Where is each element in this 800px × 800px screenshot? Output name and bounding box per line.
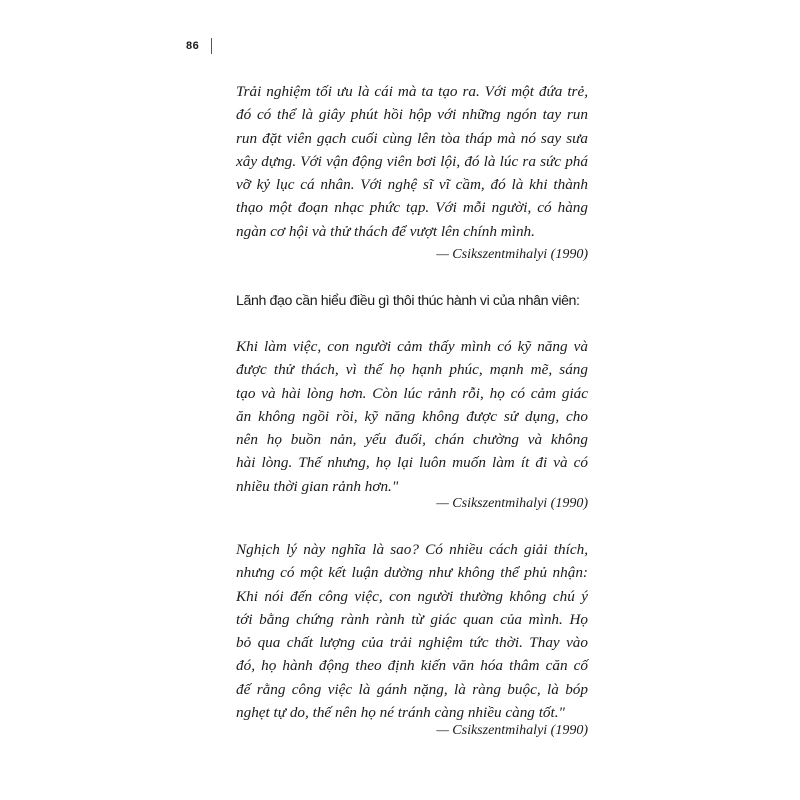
header-divider [211, 38, 212, 54]
quote-line: Trải nghiệm tối ưu là cái mà ta tạo ra. Với một đứa trẻ, [236, 83, 588, 100]
quote-2-attribution: — Csikszentmihalyi (1990) [436, 496, 588, 511]
quote-line: xây dựng. Với vận động viên bơi lội, đó là lúc ra sức phá [236, 152, 588, 170]
quote-line: thạo một đoạn nhạc phức tạp. Với mỗi người, có hàng [236, 199, 588, 217]
quote-2-text [236, 335, 588, 498]
quote-line: tới bằng chứng rành rành từ giác quan của mình. Họ [236, 610, 588, 628]
quote-line: ngàn cơ hội và thử thách để vượt lên chính mình. [236, 222, 535, 240]
lead-paragraph: Lãnh đạo cần hiểu điều gì thôi thúc hành vi của nhân viên: [236, 293, 580, 309]
quote-line: run đặt viên gạch cuối cùng lên tòa tháp mà nó say sưa [236, 129, 588, 147]
quote-line: đó, họ hành động theo định kiến văn hóa thâm căn cố [236, 657, 588, 675]
quote-1-text [236, 80, 588, 243]
quote-3-text [236, 538, 588, 724]
quote-line: nhưng có một kết luận dường như không thể phủ nhận: [236, 564, 588, 582]
quote-block-3 [236, 538, 588, 724]
quote-line: bỏ qua chất lượng của trải nghiệm tức thời. Thay vào [236, 634, 588, 652]
quote-line: tạo và hài lòng hơn. Còn lúc rảnh rỗi, họ có cảm giác [236, 384, 588, 402]
page-number: 86 [186, 40, 200, 52]
quote-line: đó có thể là giây phút hồi hộp với những ngón tay run [236, 106, 588, 124]
quote-line: Khi nói đến công việc, con người thường không chú ý [236, 587, 588, 605]
quote-line: được thử thách, vì thế họ hạnh phúc, mạnh mẽ, sáng [236, 361, 588, 379]
quote-line: nên họ buồn nản, yếu đuối, chán chường và không [236, 431, 588, 449]
quote-1-attribution: — Csikszentmihalyi (1990) [436, 247, 588, 262]
quote-line: hài lòng. Thế nhưng, họ lại luôn muốn làm ít đi và có [236, 454, 588, 472]
quote-line: vỡ kỷ lục cá nhân. Với nghệ sĩ vĩ cầm, đó là khi thành [236, 176, 588, 194]
quote-line: nhiều thời gian rảnh hơn." [236, 477, 399, 495]
quote-block-2 [236, 335, 588, 498]
quote-line: Nghịch lý này nghĩa là sao? Có nhiều cách giải thích, [236, 541, 588, 558]
quote-line: Khi làm việc, con người cảm thấy mình có kỹ năng và [236, 338, 588, 355]
quote-line: nghẹt tự do, thế nên họ né tránh càng nhiều càng tốt." [236, 704, 565, 722]
quote-3-attribution: — Csikszentmihalyi (1990) [436, 723, 588, 738]
quote-line: đế rằng công việc là gánh nặng, là ràng buộc, là bóp [236, 680, 588, 698]
quote-line: ăn không ngồi rồi, kỹ năng không được sử dụng, cho [236, 407, 588, 425]
quote-block-1 [236, 80, 588, 243]
